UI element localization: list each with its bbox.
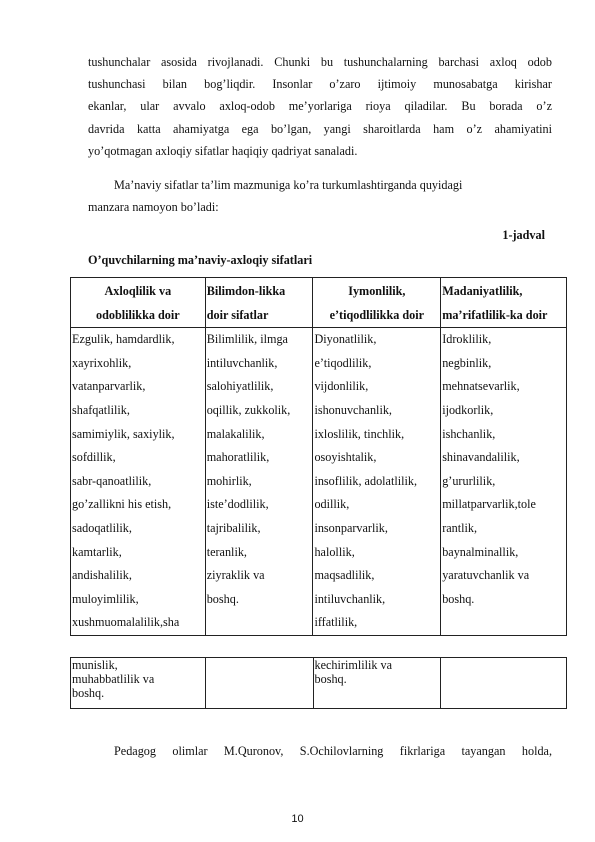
cell [441,658,567,709]
header-cell: Axloqlilik va odoblilikka doir [71,278,206,328]
table-header-row [71,278,567,328]
paragraph-intro [88,51,552,162]
header-cell: Madaniyatlilik, ma’rifatlilik-ka doir [441,278,567,328]
header-cell: Bilimdon-likka doir sifatlar [205,278,313,328]
text-line: yo’qotmagan axloqiy sifatlar haqiqiy qadriyat sanaladi. [88,143,358,158]
paragraph-classification [88,174,552,218]
cell: munislik, muhabbatlilik va boshq. [71,658,206,709]
table-caption: O’quvchilarning ma’naviy-axloqiy sifatlari [88,253,313,267]
text-line: Ma’naviy sifatlar ta’lim mazmuniga ko’ra turkumlashtirganda quyidagi [114,178,463,192]
text-line: tushunchalar asosida rivojlanadi. Chunki bu tushunchalarning barchasi axloq odob [88,55,552,69]
text-line: tushunchasi bilan bog’liqdir. Insonlar o’zaro ijtimoiy munosabatga kirishar [88,77,552,92]
table-row [71,658,567,709]
cell: kechirimlilik va boshq. [313,658,441,709]
column-knowledge: Bilimlilik, ilmga intiluvchanlik, salohiyatlilik, oqillik, zukkolik, malakalilik, mahoratlilik, mohirlik, iste’dodlilik, tajribalilik, teranlik, ziyraklik va boshq. [205,328,313,636]
column-morality: Ezgulik, hamdardlik, xayrixohlik, vatanparvarlik, shafqatlilik, samimiylik, saxiylik, sofdillik, sabr-qanoatlilik, go’zallikni his etish, sadoqatlilik, kamtarlik, andishalilik, muloyimlilik, xushmuomalalilik,sha [71,328,206,636]
column-faith: Diyonatlilik, e’tiqodlilik, vijdonlilik, ishonuvchanlik, ixloslilik, tinchlik, osoyishtalik, insoflilik, adolatlilik, odillik, insonparvarlik, halollik, maqsadlilik, intiluvchanlik, iffatlilik, [313,328,441,636]
text-line: davrida katta ahamiyatga ega bo’lgan, yangi sharoitlarda ham o’z ahamiyatini [88,121,552,136]
table-row [71,328,567,636]
table-label: 1-jadval [502,228,545,242]
paragraph-closing [88,740,552,762]
cell [205,658,313,709]
qualities-table-continued [70,657,567,709]
qualities-table [70,277,567,636]
text-line: manzara namoyon bo’ladi: [88,200,219,215]
column-culture: Idroklilik, negbinlik, mehnatsevarlik, ijodkorlik, ishchanlik, shinavandalilik, g’ururlilik, millatparvarlik,tole rantlik, baynalminallik, yaratuvchanlik va boshq. [441,328,567,636]
header-cell: Iymonlilik, e’tiqodlilikka doir [313,278,441,328]
text-line: ekanlar, ular avvalo axloq-odob me’yorlariga rioya qiladilar. Bu borada o’z [88,99,552,114]
page-number: 10 [291,813,304,825]
text-line: Pedagog olimlar M.Quronov, S.Ochilovlarning fikrlariga tayangan holda, [114,744,552,758]
